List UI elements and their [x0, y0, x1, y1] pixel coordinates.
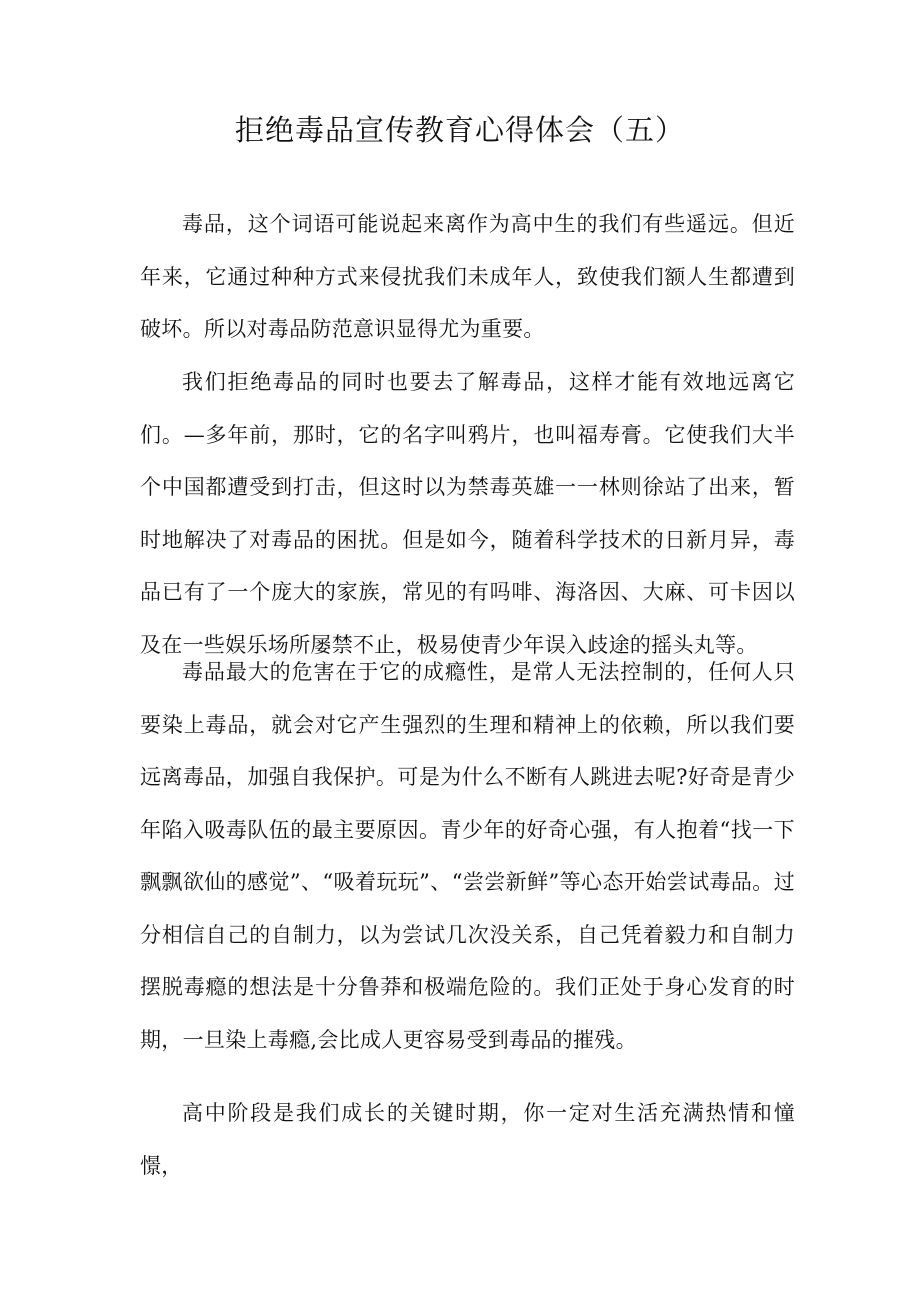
- paragraph-4: 高中阶段是我们成长的关键时期，你一定对生活充满热情和憧憬，: [140, 1101, 795, 1178]
- document-title: 拒绝毒品宣传教育心得体会（五）: [234, 113, 685, 147]
- paragraph-1: 毒品，这个词语可能说起来离作为高中生的我们有些遥远。但近年来，它通过种种方式来侵扰我们未成年人，致使我们额人生都遭到破坏。所以对毒品防范意识显得尤为重要。: [140, 212, 795, 341]
- paragraph-3: 毒品最大的危害在于它的成瘾性，是常人无法控制的，任何人只要染上毒品，就会对它产生强烈的生理和精神上的依赖，所以我们要远离毒品，加强自我保护。可是为什么不断有人跳进去呢?好奇是青少年陷入吸毒队伍的最主要原因。青少年的好奇心强，有人抱着“找一下飘飘欲仙的感觉”、“吸着玩玩”、“尝尝新鲜”等心态开始尝试毒品。过分相信自己的自制力，以为尝试几次没关系，自己凭着毅力和自制力摆脱毒瘾的想法是十分鲁莽和极端危险的。我们正处于身心发育的时期，一旦染上毒瘾,会比成人更容易受到毒品的摧残。: [140, 660, 795, 1052]
- paragraph-2: 我们拒绝毒品的同时也要去了解毒品，这样才能有效地远离它们。—多年前，那时，它的名字叫鸦片，也叫福寿膏。它使我们大半个中国都遭受到打击，但这时以为禁毒英雄一一林则徐站了出来，暂时地解决了对毒品的困扰。但是如今，随着科学技术的日新月异，毒品已有了一个庞大的家族，常见的有吗啡、海洛因、大麻、可卡因以及在一些娱乐场所屡禁不止，极易使青少年误入歧途的摇头丸等。: [140, 370, 795, 657]
